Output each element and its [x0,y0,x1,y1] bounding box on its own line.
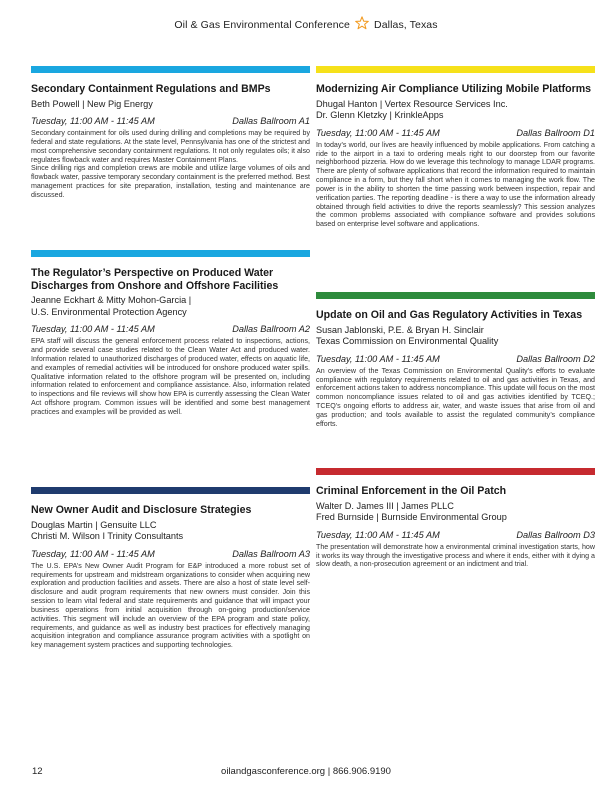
section-color-bar [31,250,310,257]
session-speaker: Susan Jablonski, P.E. & Bryan H. Sinclair [316,324,484,335]
session-speaker-second: Christi M. Wilson I Trinity Consultants [31,531,184,542]
session-meta [316,354,595,364]
session-room: Dallas Ballroom A2 [232,324,310,335]
description-paragraph: An overview of the Texas Commission on Environmental Quality’s efforts to evaluate compliance with regulatory requirements related to oil and gas activities in Texas, and enforcement actions taken to address noncompliance. This update will focus on the most common noncompliance issues related to oil and gas activities identified by TCEQ.; TCEQ’s ongoing efforts to address air, water, and waste issues that arise from oil and gas production; and tools available to assist the regulated community’s compliance efforts. [316,366,595,428]
footer-contact: oilandgasconference.org | 866.906.9190 [221,766,391,777]
session-room: Dallas Ballroom D3 [516,529,595,540]
session-time: Tuesday, 11:00 AM - 11:45 AM [31,548,155,559]
session-time: Tuesday, 11:00 AM - 11:45 AM [31,116,155,127]
session-title: Criminal Enforcement in the Oil Patch [316,485,507,497]
session-speaker-second: Fred Burnside | Burnside Environmental Group [316,512,507,523]
session-a1 [31,66,310,200]
session-speaker: Dhugal Hanton | Vertex Resource Services Inc. [316,98,508,109]
session-time: Tuesday, 11:00 AM - 11:45 AM [316,127,440,138]
session-room: Dallas Ballroom A1 [232,116,310,127]
session-description [31,337,310,417]
description-paragraph: The U.S. EPA’s New Owner Audit Program for E&P introduced a more robust set of requirements for upstream and midstream organizations to consider when acquiring new exploration and production facilities and assets. There are also a host of state level self-disclosure and audit program requirements that new owners must consider. Join this session to learn vital federal and state requirements and guidance that will impact your business operations from initial acquisition through on-going production/service activities. This segment will include an overview of the EPA program and state policy, requirements, and guidance as well as industry best practices for effectively managing acquisition integration and compliance assurance program activities with a spotlight on key management system practices and supporting technologies. [31,561,310,650]
session-speaker: Walter D. James III | James PLLC [316,500,454,511]
session-time: Tuesday, 11:00 AM - 11:45 AM [316,529,440,540]
description-paragraph: The presentation will demonstrate how a environmental criminal investigation starts, how it works its way through the investigative process and where it ends, either with it dying a slow death, a non-prosecution agreement or an indictment and trial. [316,542,595,569]
session-meta [316,530,595,540]
session-room: Dallas Ballroom A3 [232,548,310,559]
session-title: The Regulator’s Perspective on Produced Water Discharges from Onshore and Offshore Facilities [31,267,279,292]
section-color-bar [316,66,595,73]
session-meta [316,128,595,138]
session-title: Update on Oil and Gas Regulatory Activities in Texas [316,309,583,321]
session-time: Tuesday, 11:00 AM - 11:45 AM [31,324,155,335]
session-speaker: Beth Powell | New Pig Energy [31,98,153,109]
session-description [31,129,310,200]
session-speaker: Jeanne Eckhart & Mitty Mohon-Garcia | [31,295,192,305]
session-meta [31,116,310,126]
session-d1 [316,66,595,229]
session-speaker-org: U.S. Environmental Protection Agency [31,306,187,317]
description-paragraph: In today’s world, our lives are heavily influenced by mobile applications. From catching a ride to the airport in a taxi to ordering meals right to our doorstep from our favorite neighborhood pizzeria. How do we leverage this technology to manage LDAR programs. There are plenty of software applications that record the information required to maintain compliance in a form, but they fall short when it comes to managing the work flow. The power is in the ability to shorten the time passing work between inspection, repair and verification parties. The reporting deadline - is there a way to use the information already obtained through field activities to drive the reports seamlessly? This session analyzes the common problems associated with compliance software and provides solutions based on enterprise level software and applications. [316,140,595,229]
session-description [316,543,595,570]
session-d2 [316,292,595,429]
session-speaker-second: Dr. Glenn Kletzky | KrinkleApps [316,110,444,121]
session-description [316,141,595,229]
session-description [31,562,310,650]
page-number: 12 [32,766,43,777]
header-location: Dallas, Texas [374,19,438,31]
session-meta [31,324,310,334]
star-icon [355,16,369,30]
session-a3 [31,487,310,650]
section-color-bar [31,66,310,73]
session-speaker-org: Texas Commission on Environmental Quality [316,336,499,347]
session-title: New Owner Audit and Disclosure Strategies [31,504,252,516]
description-paragraph: EPA staff will discuss the general enforcement process related to inspections, actions, and provide several case studies related to the Clean Water Act and produced water. Information related to unauthorized discharges of produced water, effects on aquatic life, and examples of remedial activities will be introduced for onshore produced water spills. Qualitative information related to the offshore program will be presented on, including information related to enforcement and compliance assistance. Also, information related to inspections and file reviews will show how EPA is currently assessing the Clean Water Act offshore program. Common issues will be identified and some best management practices and examples will be provided as well. [31,337,310,416]
description-paragraph: Since drilling rigs and completion crews are mobile and utilize large volumes of oils and flowback water, passive temporary secondary containment is the preferred method. Best management practices for site preparation, installation, testing and maintenance are discussed. [31,164,310,199]
session-description [316,367,595,429]
section-color-bar [316,292,595,299]
header-conference-name: Oil & Gas Environmental Conference [174,19,350,31]
session-d3 [316,468,595,569]
description-paragraph: Secondary containment for oils used during drilling and completions may be required by federal and state regulations. At the state level, Pennsylvania has one of the strictest and most comprehensive secondary containment regulations. It not only regulates oils; it also regulates flowback water and requires Master Containment Plans. [31,129,310,164]
session-meta [31,549,310,559]
session-title: Modernizing Air Compliance Utilizing Mobile Platforms [316,83,592,95]
session-speaker: Douglas Martin | Gensuite LLC [31,519,157,530]
session-room: Dallas Ballroom D1 [516,127,595,138]
page-header [0,16,612,31]
section-color-bar [31,487,310,494]
section-color-bar [316,468,595,475]
session-title: Secondary Containment Regulations and BMPs [31,83,271,95]
session-time: Tuesday, 11:00 AM - 11:45 AM [316,353,440,364]
session-room: Dallas Ballroom D2 [516,353,595,364]
session-a2 [31,250,310,417]
